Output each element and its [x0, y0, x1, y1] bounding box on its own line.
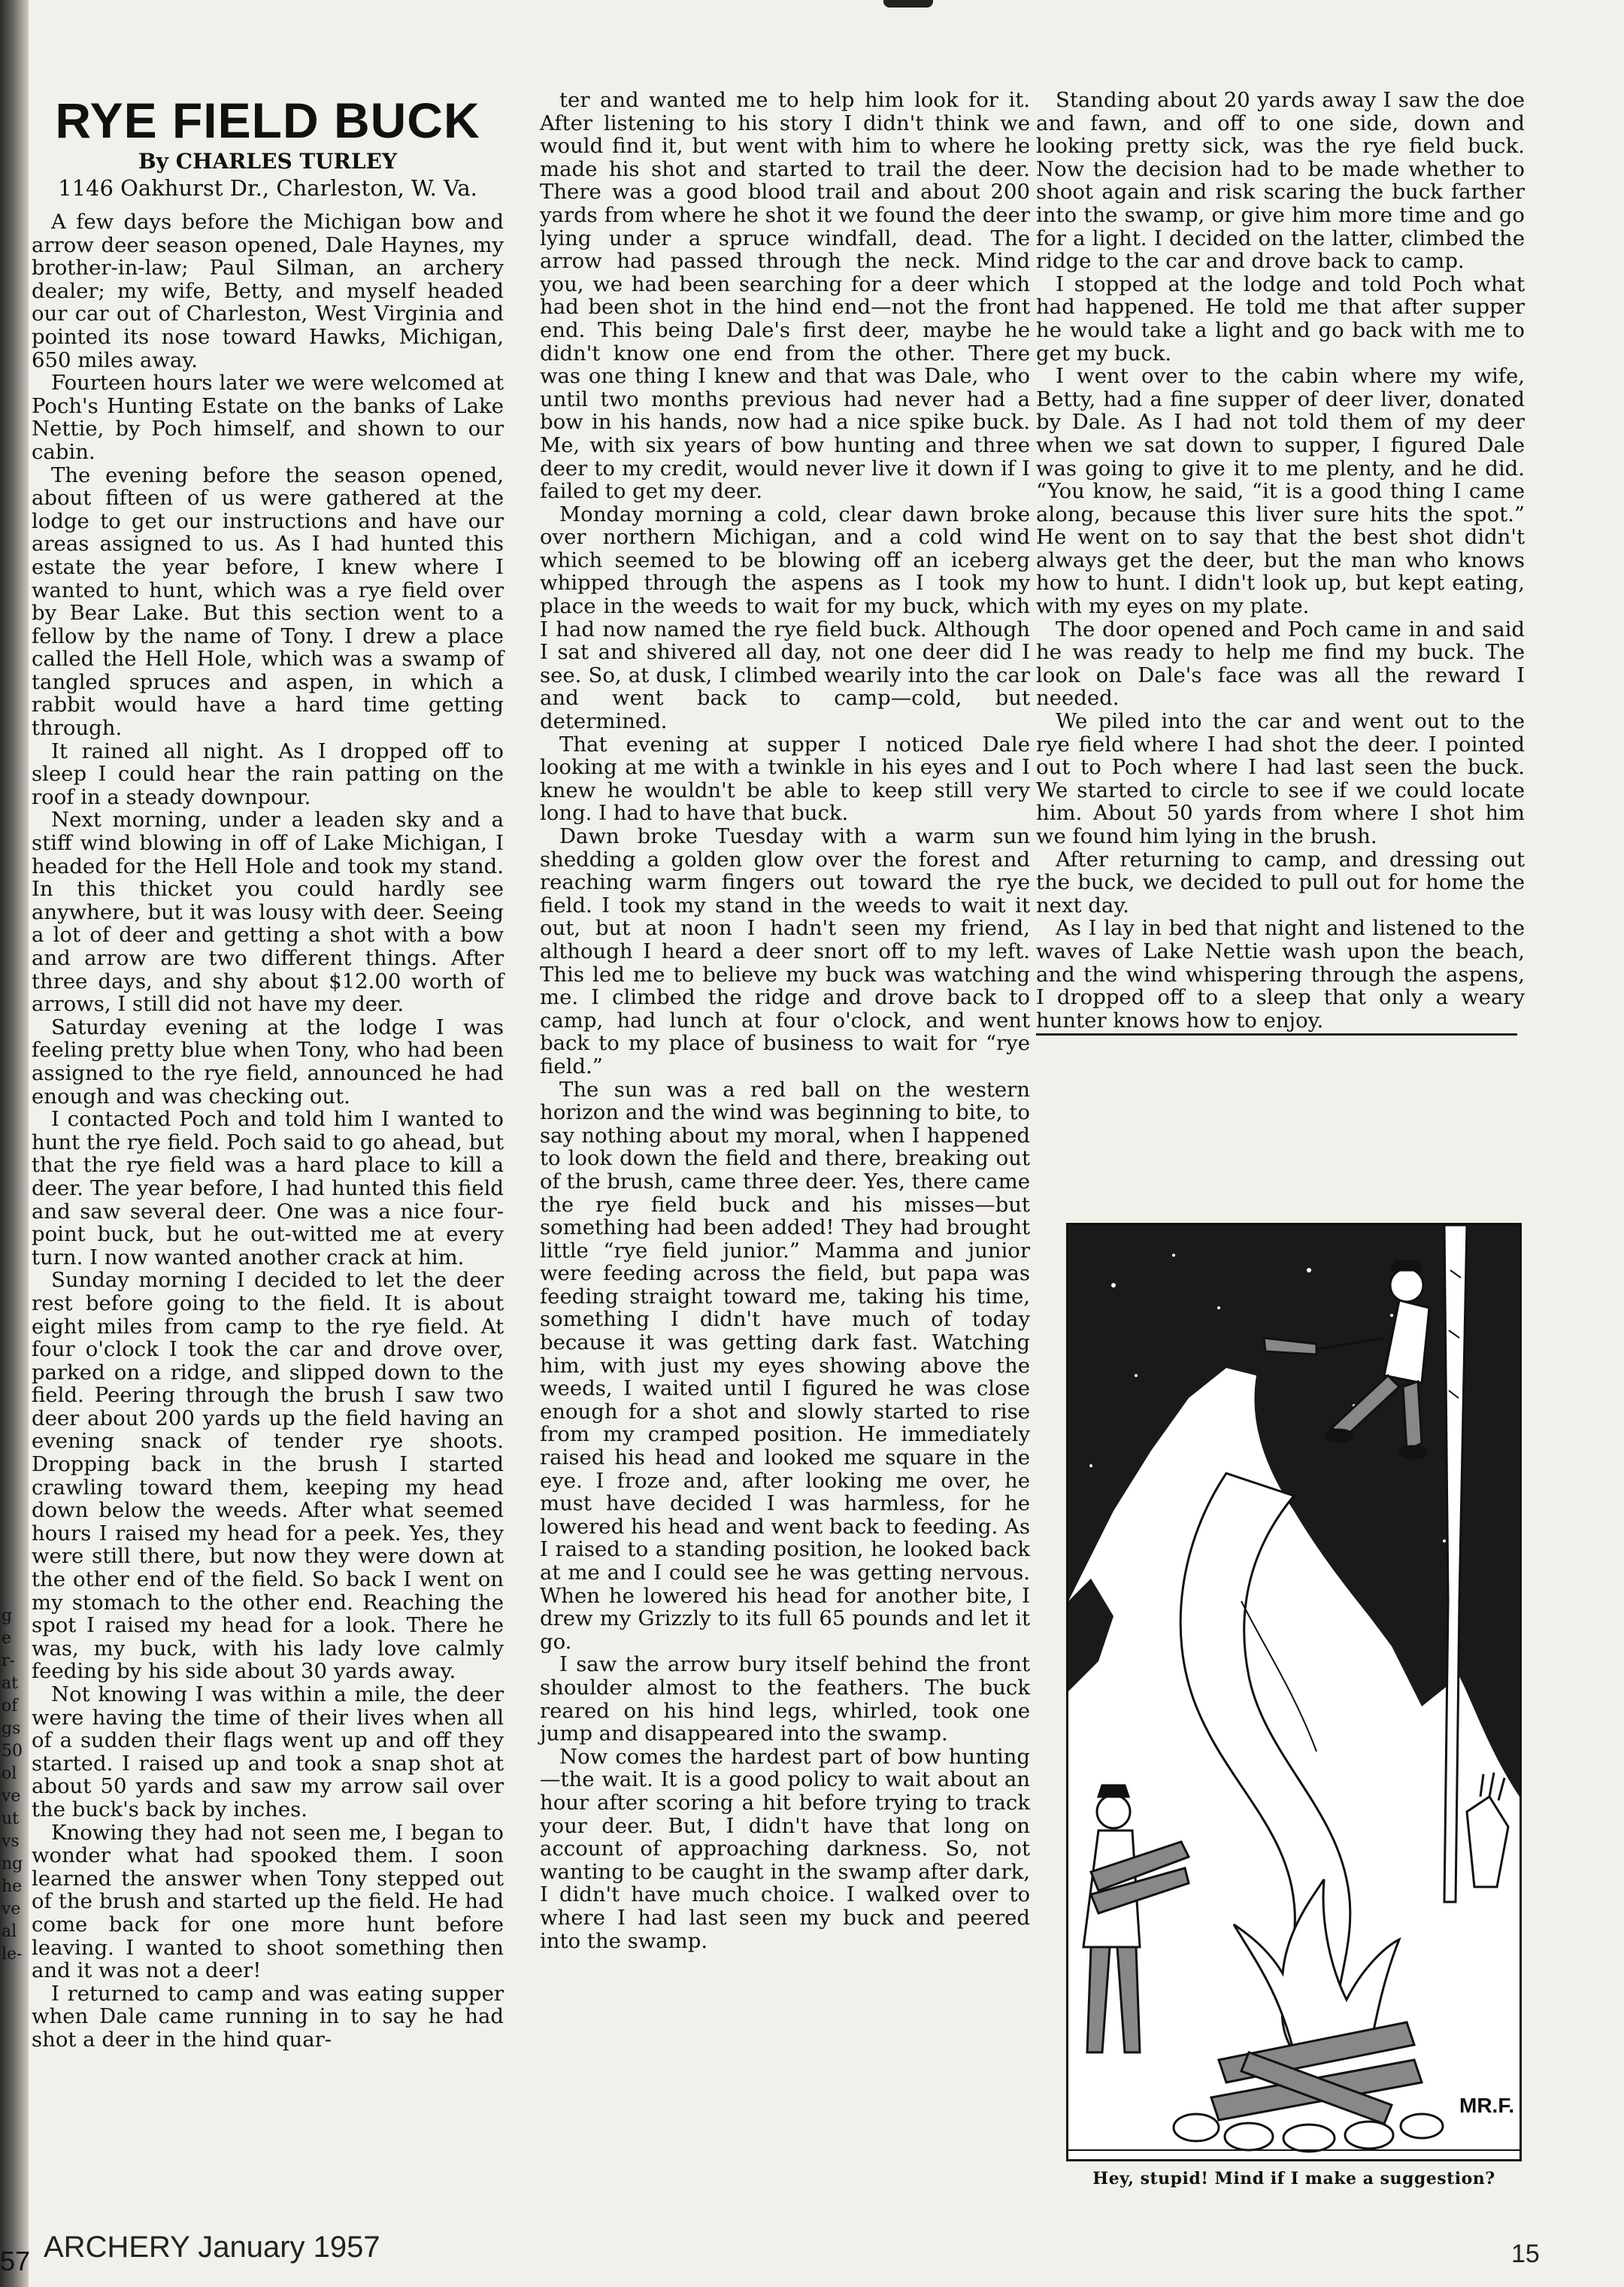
article-paragraph: As I lay in bed that night and listened to the waves of Lake Nettie wash upon the beach, and the wind whispering through the aspens, I dropped off to a sleep that only a weary hunter knows how to enjoy.: [1036, 916, 1525, 1033]
facing-page-fragment: ve: [2, 1787, 21, 1806]
facing-page-fragment: e: [2, 1629, 12, 1648]
article-paragraph: ter and wanted me to help him look for it. After listening to his story I didn't think we would find it, but went with him to where he made his shot and started to trail the deer. There was a good blood trail and about 200 yards from where he shot it we found the deer lying under a spruce windfall, dead. The arrow had passed through the neck. Mind you, we had been searching for a deer which had been shot in the hind end—not the front end. This being Dale's first deer, maybe he didn't know one end from the other. There was one thing I knew and that was Dale, who until two months previous had never had a bow in his hands, now had a nice spike buck. Me, with six years of bow hunting and three deer to my credit, would never live it down if I failed to get my deer.: [540, 88, 1030, 504]
facing-page-fragment: gs: [2, 1719, 21, 1738]
article-paragraph: Dawn broke Tuesday with a warm sun shedding a golden glow over the forest and reaching warm fingers out toward the rye field. I took my stand in the weeds to wait it out, but at noon I hadn't seen my friend, although I heard a deer snort off to my left. This led me to believe my buck was watching me. I climbed the ridge and drove back to camp, had lunch at four o'clock, and went back to my place of business to wait for “rye field.”: [540, 824, 1030, 1078]
article-paragraph: Standing about 20 yards away I saw the doe and fawn, and off to one side, down and looking pretty sick, was the rye field buck. Now the decision had to be made whether to shoot again and risk scaring the buck farther into the swamp, or give him more time and go for a light. I decided on the latter, climbed the ridge to the car and drove back to camp.: [1036, 88, 1525, 274]
article-paragraph: I stopped at the lodge and told Poch what had happened. He told me that after supper he would take a light and go back with me to get my buck.: [1036, 271, 1525, 365]
article-paragraph: It rained all night. As I dropped off to sleep I could hear the rain patting on the roof in a steady downpour.: [32, 739, 504, 809]
article-title: RYE FIELD BUCK: [55, 93, 480, 148]
column-1-body: [32, 211, 504, 2052]
facing-page-fragment: ut: [2, 1809, 20, 1828]
article-paragraph: I saw the arrow bury itself behind the front shoulder almost to the feathers. The buck reared on his hind legs, whirled, took one jump and disappeared into the swamp.: [540, 1652, 1030, 1746]
facing-page-fragment: le-: [2, 1945, 23, 1964]
article-paragraph: Saturday evening at the lodge I was feeling pretty blue when Tony, who had been assigned to the rye field, announced he had enough and was checking out.: [32, 1015, 504, 1109]
facing-page-fragment: vs: [2, 1832, 20, 1851]
article-byline: By CHARLES TURLEY: [138, 149, 397, 174]
facing-page-fragment: of: [2, 1697, 18, 1715]
facing-page-fragment: at: [2, 1674, 18, 1693]
article-paragraph: A few days before the Michigan bow and arrow deer season opened, Dale Haynes, my brother-in-law; Paul Silman, an archery dealer; my wife, Betty, and myself headed our car out of Charleston, West Virginia and pointed its nose toward Hawks, Michigan, 650 miles away.: [32, 210, 504, 372]
article-paragraph: Next morning, under a leaden sky and a stiff wind blowing in off of Lake Michigan, I headed for the Hell Hole and took my stand. In this thicket you could hardly see anywhere, but it was lousy with deer. Seeing a lot of deer and getting a shot with a bow and arrow are two different things. After three days, and shy about $12.00 worth of arrows, I still did not have my deer.: [32, 808, 504, 1017]
page-number: 15: [1511, 2240, 1540, 2268]
magazine-issue: ARCHERY January 1957: [44, 2231, 380, 2264]
facing-page-fragment: al: [2, 1922, 17, 1941]
article-paragraph: I returned to camp and was eating supper when Dale came running in to say he had shot a deer in the hind quar-: [32, 1981, 504, 2052]
article-paragraph: That evening at supper I noticed Dale looking at me with a twinkle in his eyes and I knew he wouldn't be able to keep still very long. I had to have that buck.: [540, 732, 1030, 826]
cartoon-caption: Hey, stupid! Mind if I make a suggestion?: [1092, 2169, 1495, 2188]
article-column-2: [540, 89, 1030, 1952]
column-2-body: [540, 89, 1030, 1952]
facing-page-fragment: ng: [2, 1855, 23, 1873]
article-paragraph: I went over to the cabin where my wife, Betty, had a fine supper of deer liver, donated by Dale. As I had not told them of my deer when we sat down to supper, I figured Dale was going to give it to me plenty, and he did. “You know, he said, “it is a good thing I came along, because this liver sure hits the spot.” He went on to say that the best shot didn't always get the deer, but the man who knows how to hunt. I didn't look up, but kept eating, with my eyes on my plate.: [1036, 364, 1525, 619]
top-edge-mark: [883, 0, 933, 8]
article-paragraph: We piled into the car and went out to the rye field where I had shot the deer. I pointed out to Poch where I had last seen the buck. We started to circle to see if we could locate him. About 50 yards from where I shot him we found him lying in the brush.: [1036, 709, 1525, 848]
article-paragraph: Knowing they had not seen me, I began to wonder what had spooked them. I soon learned the answer when Tony stepped out of the brush and started up the field. He had come back for one more hunt before leaving. I wanted to shoot something then and it was not a deer!: [32, 1820, 504, 1983]
facing-page-fragment: g: [2, 1606, 13, 1625]
author-address: 1146 Oakhurst Dr., Charleston, W. Va.: [58, 175, 477, 201]
article-paragraph: The door opened and Poch came in and said he was ready to help me find my buck. The look on Dale's face was all the reward I needed.: [1036, 617, 1525, 711]
facing-page-number: 57: [0, 2246, 31, 2276]
column-3-body: [1036, 89, 1525, 1032]
cartoonist-signature: MR.F.: [1459, 2094, 1515, 2117]
article-paragraph: After returning to camp, and dressing out the buck, we decided to pull out for home the next day.: [1036, 847, 1525, 918]
facing-page-fragment: he: [2, 1877, 23, 1896]
article-paragraph: Not knowing I was within a mile, the deer were having the time of their lives when all of a sudden their flags went up and off they started. I raised up and took a snap shot at about 50 yards and saw my arrow sail over the buck's back by inches.: [32, 1682, 504, 1821]
facing-page-fragment: ol: [2, 1764, 17, 1783]
facing-page-fragment: 50: [2, 1742, 23, 1761]
cartoon-illustration: [1066, 1223, 1522, 2161]
article-column-1: [32, 93, 504, 2052]
article-paragraph: Sunday morning I decided to let the deer rest before going to the field. It is about eight miles from camp to the rye field. At four o'clock I took the car and drove over, parked on a ridge, and slipped down to the field. Peering through the brush I saw two deer about 200 yards up the field having an evening snack of tender rye shoots. Dropping back in the brush I started crawling toward them, keeping my head down below the weeds. After what seemed hours I raised my head for a peek. Yes, they were still there, but now they were down at the other end of the field. So back I went on my stomach to the other end. Reaching the spot I raised my head for a look. There he was, my buck, with his lady love calmly feeding by his side about 30 yards away.: [32, 1268, 504, 1684]
article-paragraph: Now comes the hardest part of bow hunting—the wait. It is a good policy to wait about an hour after scoring a hit before trying to track your deer. But, I didn't have that long on account of approaching darkness. So, not wanting to be caught in the swamp after dark, I didn't have much choice. I walked over to where I had last seen my buck and peered into the swamp.: [540, 1744, 1030, 1953]
article-paragraph: The sun was a red ball on the western horizon and the wind was beginning to bite, to say nothing about my moral, when I happened to look down the field and there, breaking out of the brush, came three deer. Yes, there came the rye field buck and his misses—but something had been added! They had brought little “rye field junior.” Mamma and junior were feeding across the field, but papa was feeding straight toward me, taking his time, something I didn't have much of today because it was getting dark fast. Watching him, with just my eyes showing above the weeds, I waited until I figured he was close enough for a shot and slowly started to rise from my cramped position. He immediately raised his head and looked me square in the eye. I froze and, after looking me over, he must have decided I was harmless, for he lowered his head and went back to feeding. As I raised to a standing position, he looked back at me and I could see he was getting nervous. When he lowered his head for another bite, I drew my Grizzly to its full 65 pounds and let it go.: [540, 1077, 1030, 1654]
column-end-rule: [1036, 1033, 1517, 1036]
article-paragraph: The evening before the season opened, about fifteen of us were gathered at the lodge to get our instructions and have our areas assigned to us. As I had hunted this estate the year before, I knew where I wanted to hunt, which was a rye field over by Bear Lake. But this section went to a fellow by the name of Tony. I drew a place called the Hell Hole, which was a swamp of tangled spruces and aspen, in which a rabbit would have a hard time getting through.: [32, 463, 504, 741]
article-paragraph: Fourteen hours later we were welcomed at Poch's Hunting Estate on the banks of Lake Nettie, by Poch himself, and shown to our cabin.: [32, 371, 504, 464]
facing-page-fragment: ve: [2, 1900, 21, 1918]
cartoon-drawing: [1068, 1225, 1519, 2159]
article-column-3: [1036, 89, 1525, 1036]
article-paragraph: I contacted Poch and told him I wanted to hunt the rye field. Poch said to go ahead, but that the rye field was a hard place to kill a deer. The year before, I had hunted this field and saw several deer. One was a nice four-point buck, but he out-witted me at every turn. I now wanted another crack at him.: [32, 1107, 504, 1269]
facing-page-fragment: r-: [2, 1652, 15, 1670]
article-paragraph: Monday morning a cold, clear dawn broke over northern Michigan, and a cold wind which seemed to be blowing off an iceberg whipped through the aspens as I took my place in the weeds to wait for my buck, which I had now named the rye field buck. Although I sat and shivered all day, not one deer did I see. So, at dusk, I climbed wearily into the car and went back to camp—cold, but determined.: [540, 502, 1030, 734]
